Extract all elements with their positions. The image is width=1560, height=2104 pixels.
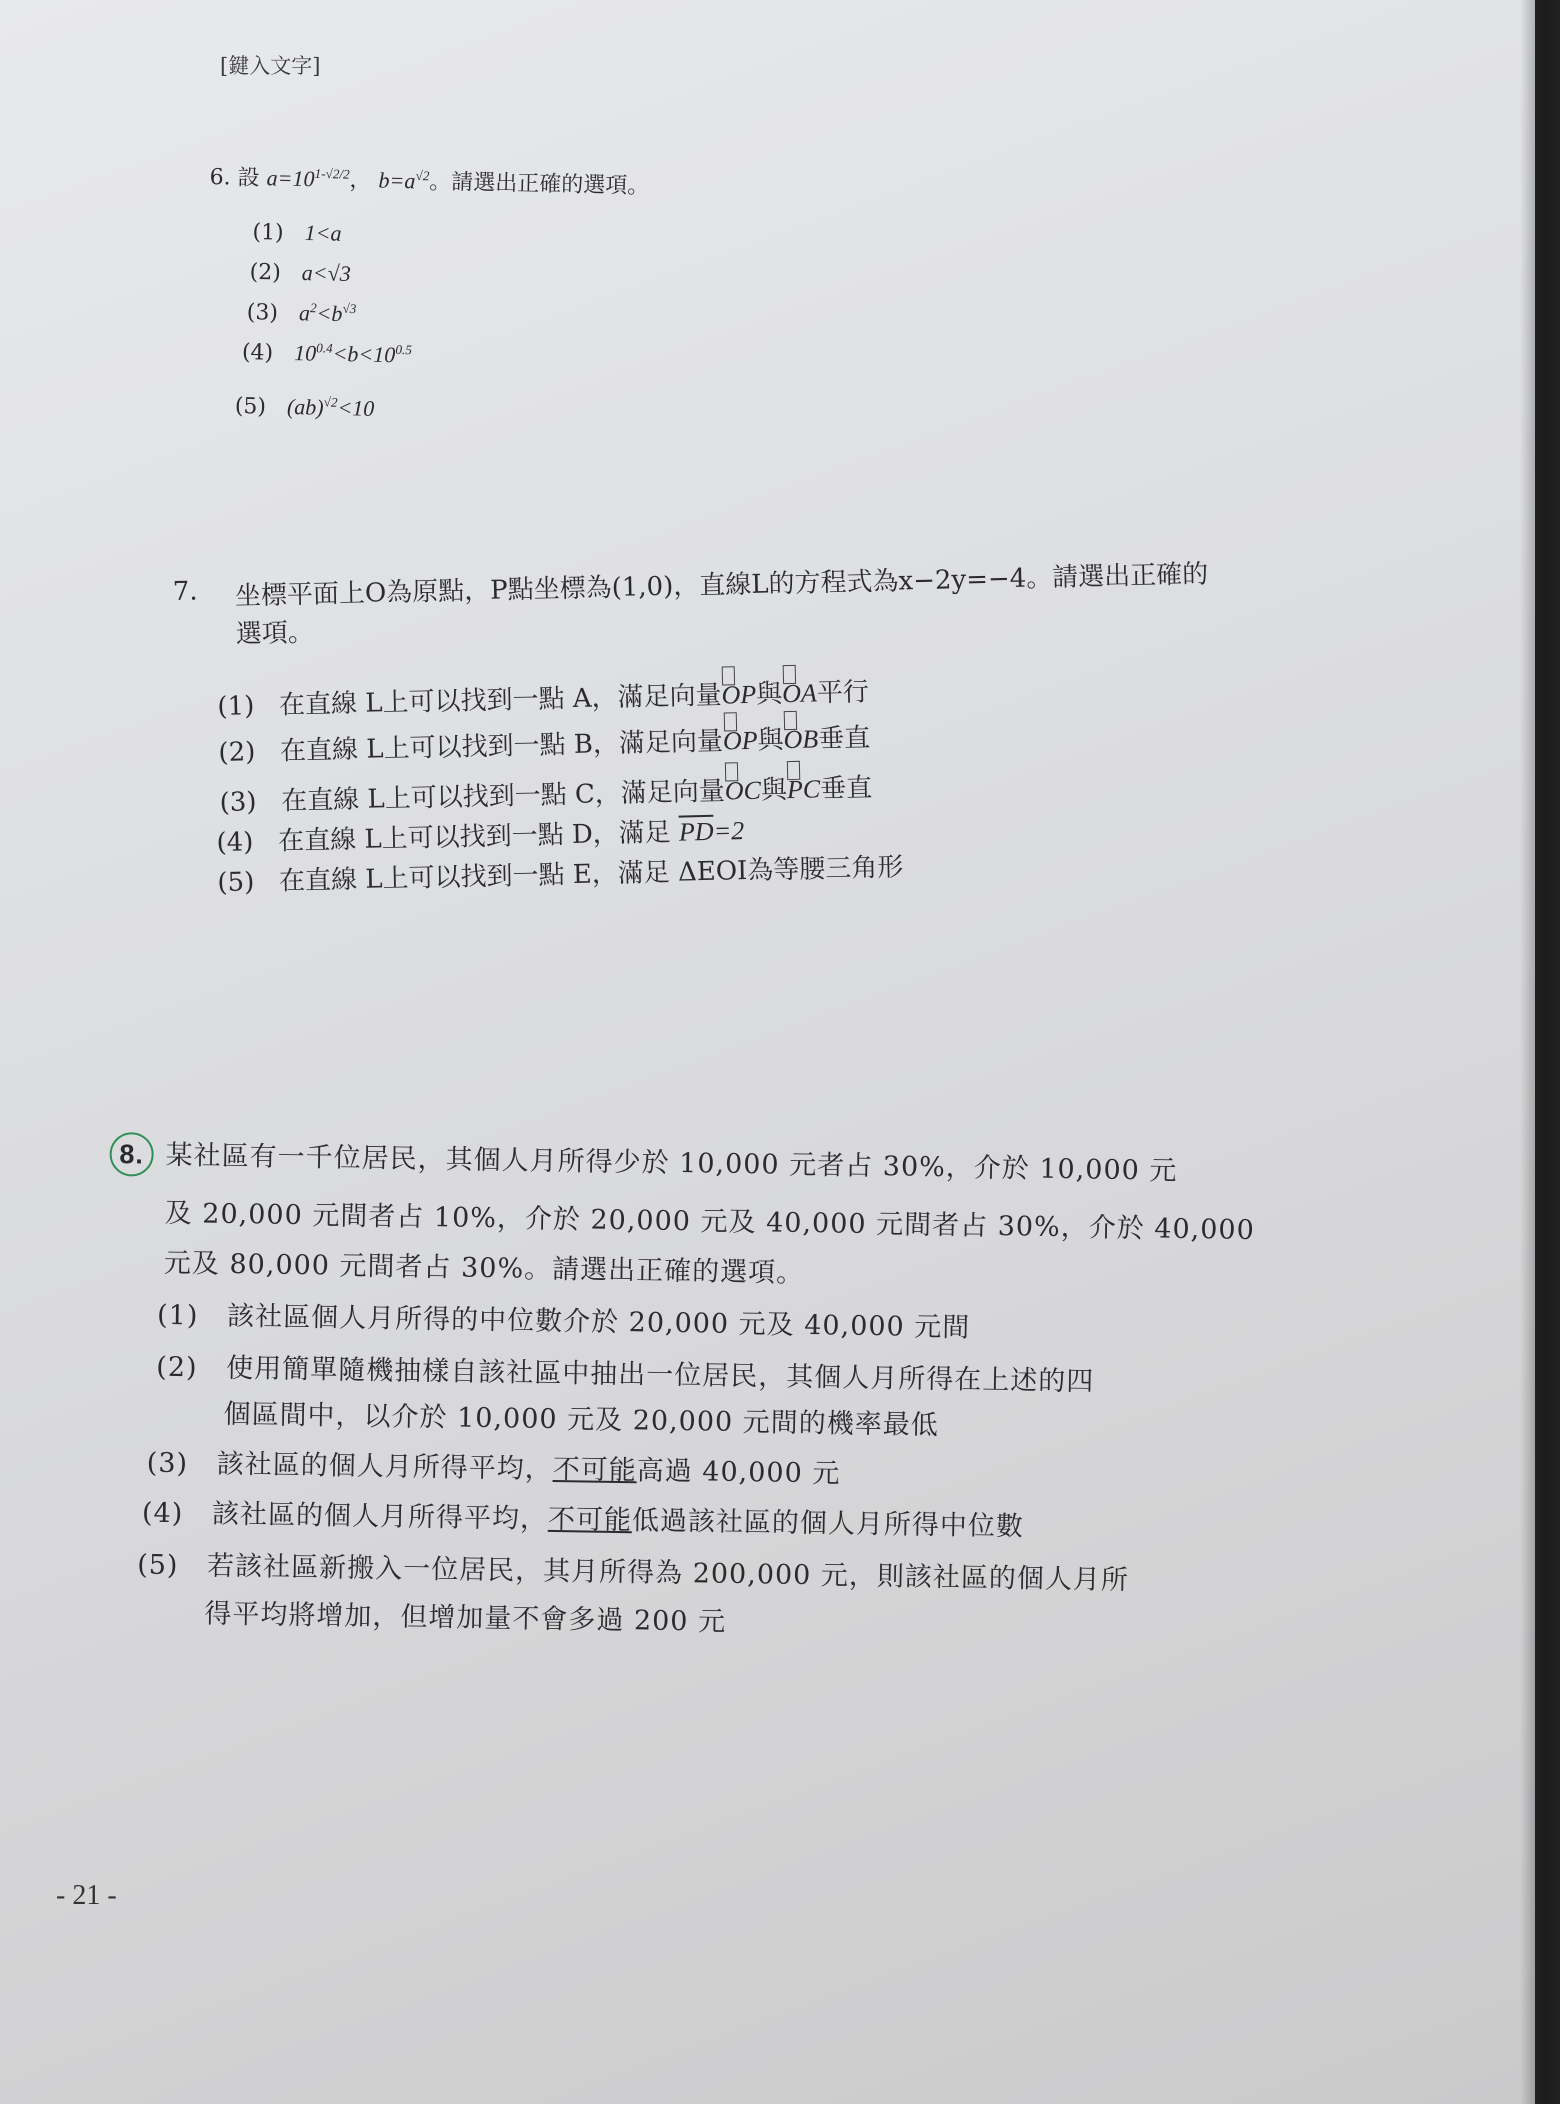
question-8-stem-line1: 8. 某社區有一千位居民，其個人月所得少於 10,000 元者占 30%，介於 10,000 元 bbox=[109, 1132, 1177, 1193]
option: (3) $a^2<b^{√3}$ bbox=[246, 300, 357, 327]
option: (3) 該社區的個人月所得平均，不可能高過 40,000 元 bbox=[146, 1447, 841, 1490]
option: (1) 該社區個人月所得的中位數介於 20,000 元及 40,000 元間 bbox=[156, 1299, 971, 1344]
header-placeholder: [鍵入文字] bbox=[220, 54, 321, 78]
option: (4) 該社區的個人月所得平均，不可能低過該社區的個人月所得中位數 bbox=[141, 1497, 1025, 1543]
option-continuation: 得平均將增加，但增加量不會多過 200 元 bbox=[204, 1598, 727, 1638]
emphasis-underline: 不可能 bbox=[547, 1503, 633, 1537]
page-edge-shadow bbox=[1520, 0, 1560, 2104]
vector-label: OB bbox=[783, 724, 819, 755]
option: (3) 在直線 L上可以找到一點 C，滿足向量OC與PC垂直 bbox=[219, 773, 873, 818]
option: (5) 若該社區新搬入一位居民，其月所得為 200,000 元，則該社區的個人月所 bbox=[136, 1549, 1130, 1597]
option: (2) 使用簡單隨機抽樣自該社區中抽出一位居民，其個人月所得在上述的四 bbox=[156, 1351, 1095, 1398]
option: (1) 1<a bbox=[252, 219, 342, 246]
vector-label: OP bbox=[721, 679, 757, 710]
option: (5) (ab)$^{√2}$<10 bbox=[234, 393, 375, 421]
vector-label: OC bbox=[724, 775, 762, 806]
option: (2) a<√3 bbox=[249, 259, 351, 286]
emphasis-underline: 不可能 bbox=[552, 1453, 637, 1487]
page-number: - 21 - bbox=[56, 1880, 117, 1911]
question-number: 7. bbox=[172, 576, 198, 607]
vector-label: OA bbox=[781, 678, 818, 709]
question-7-stem-line1: 坐標平面上O為原點，P點坐標為(1,0)，直線L的方程式為x−2y=−4。請選出正確的 bbox=[234, 559, 1209, 612]
option: (4) $10^{0.4}<b<10^{0.5}$ bbox=[241, 340, 413, 368]
option: (1) 在直線 L上可以找到一點 A，滿足向量OP與OA平行 bbox=[217, 677, 870, 723]
question-number: 6. bbox=[209, 164, 231, 191]
question-8-stem-line3: 元及 80,000 元間者占 30%。請選出正確的選項。 bbox=[163, 1247, 805, 1289]
question-7-stem-line2: 選項。 bbox=[235, 617, 315, 650]
segment-label: $\overline{PD}$ bbox=[678, 816, 714, 847]
option-continuation: 個區間中，以介於 10,000 元及 20,000 元間的機率最低 bbox=[223, 1398, 940, 1442]
vector-label: OP bbox=[722, 725, 758, 756]
option: (4) 在直線 L上可以找到一點 D，滿足 $\overline{PD}=2$ bbox=[216, 816, 745, 859]
option: (5) 在直線 L上可以找到一點 E，滿足 ΔEOI為等腰三角形 bbox=[217, 852, 904, 899]
circled-question-number: 8. bbox=[109, 1132, 154, 1177]
vector-label: PC bbox=[786, 774, 821, 805]
question-6-stem: 6. 設 $a=10^{1-√2/2}$， $b=a^{√2}$。請選出正確的選項。 bbox=[209, 164, 650, 200]
question-8-stem-line2: 及 20,000 元間者占 10%，介於 20,000 元及 40,000 元間者占 30%，介於 40,000 bbox=[164, 1197, 1256, 1246]
option: (2) 在直線 L上可以找到一點 B，滿足向量OP與OB垂直 bbox=[218, 723, 871, 768]
